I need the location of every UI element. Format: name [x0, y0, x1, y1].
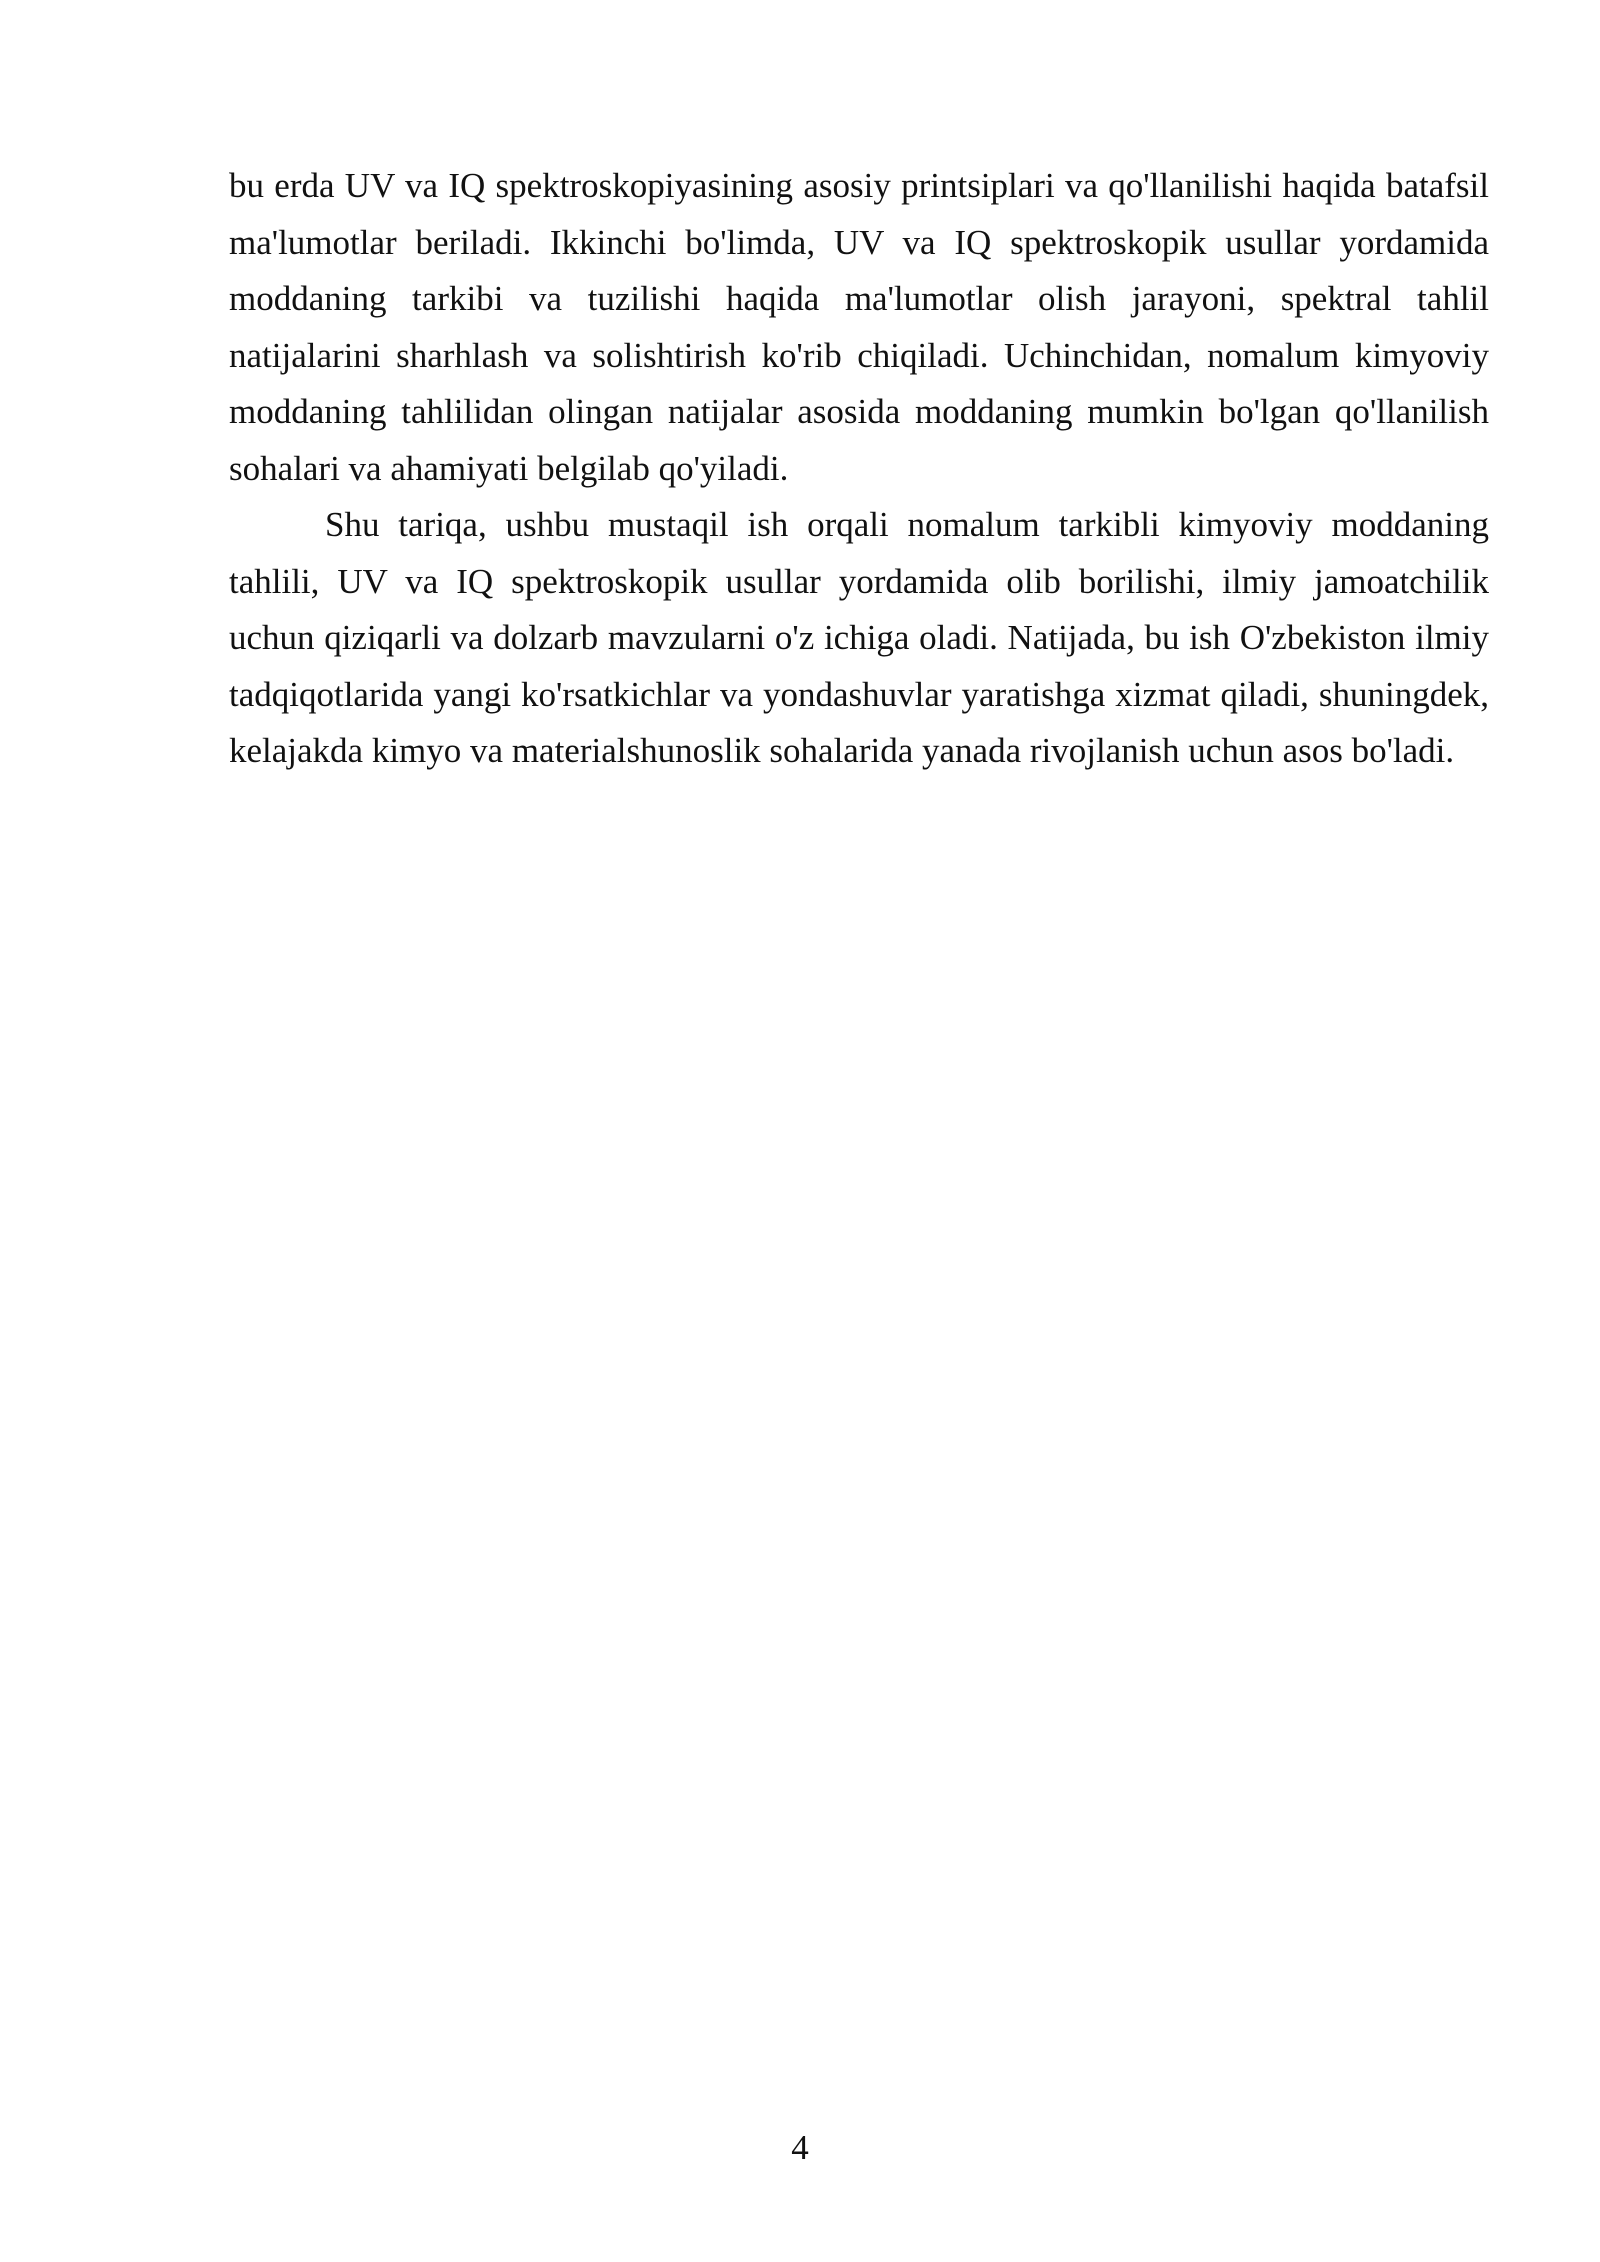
paragraph-conclusion: Shu tariqa, ushbu mustaqil ish orqali nomalum tarkibli kimyoviy moddaning tahlili, UV va IQ spektroskopik usullar yordamida olib borilishi, ilmiy jamoatchilik uchun qiziqarli va dolzarb mavzularni o'z ichiga oladi. Natijada, bu ish O'zbekiston ilmiy tadqiqotlarida yangi ko'rsatkichlar va yondashuvlar yaratishga xizmat qiladi, shuningdek, kelajakda kimyo va materialshunoslik sohalarida yanada rivojlanish uchun asos bo'ladi.: [229, 505, 1489, 770]
body-text: [229, 158, 1489, 780]
paragraph-continuation: bu erda UV va IQ spektroskopiyasining asosiy printsiplari va qo'llanilishi haqida batafsil ma'lumotlar beriladi. Ikkinchi bo'limda, UV va IQ spektroskopik usullar yordamida moddaning tarkibi va tuzilishi haqida ma'lumotlar olish jarayoni, spektral tahlil natijalarini sharhlash va solishtirish ko'rib chiqiladi. Uchinchidan, nomalum kimyoviy moddaning tahlilidan olingan natijalar asosida moddaning mumkin bo'lgan qo'llanilish sohalari va ahamiyati belgilab qo'yiladi.: [229, 166, 1489, 488]
page-number: 4: [791, 2128, 809, 2167]
